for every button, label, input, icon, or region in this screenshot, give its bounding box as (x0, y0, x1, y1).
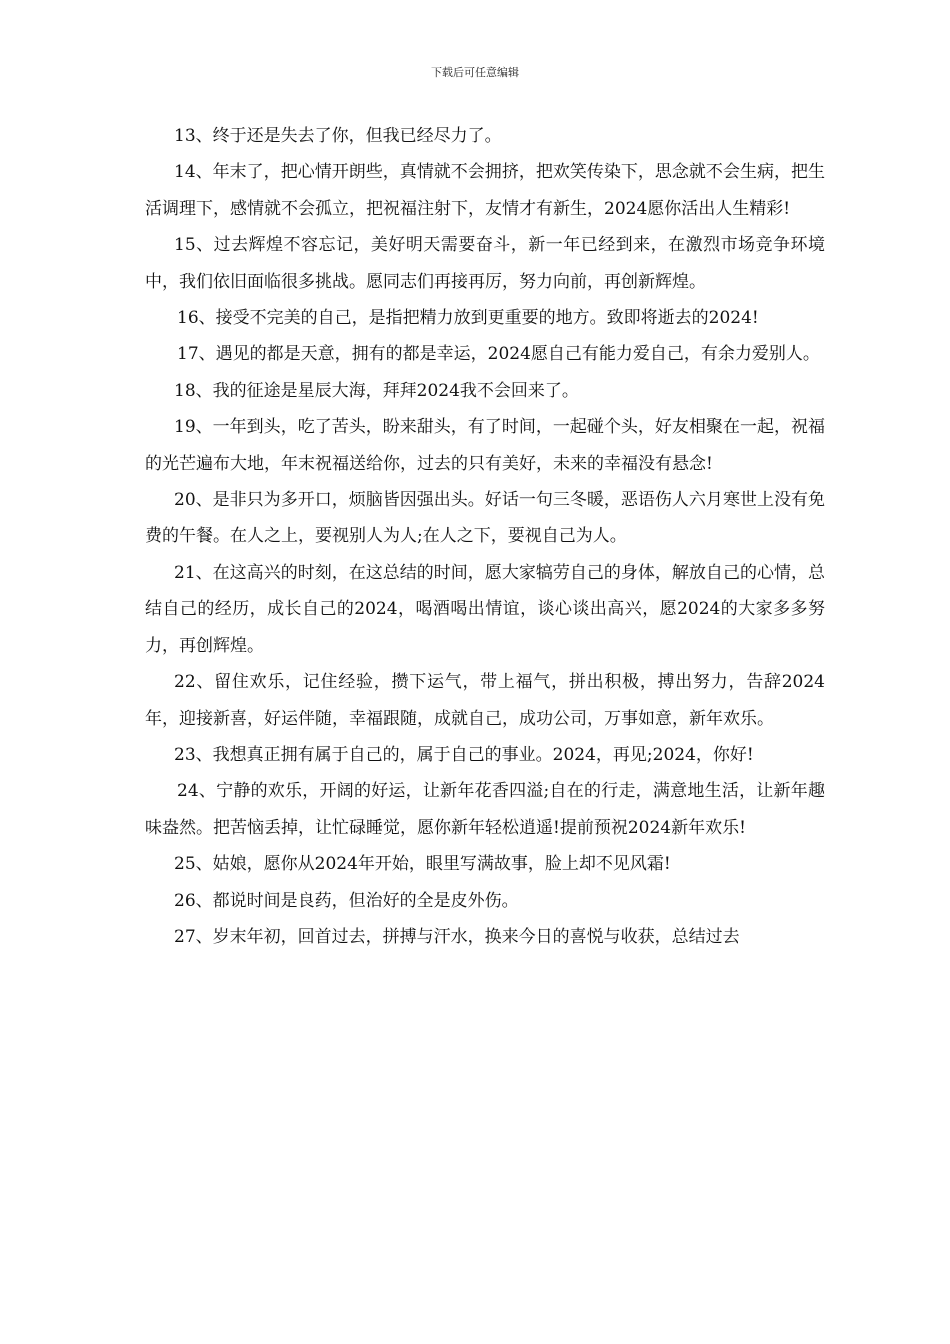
paragraph-22: 22、留住欢乐，记住经验，攒下运气，带上福气，拼出积极，搏出努力，告辞2024年，迎接新喜，好运伴随，幸福跟随，成就自己，成功公司，万事如意，新年欢乐。 (145, 672, 825, 729)
paragraph-24: 24、宁静的欢乐，开阔的好运，让新年花香四溢;自在的行走，满意地生活，让新年趣味盎然。把苦恼丢掉，让忙碌睡觉，愿你新年轻松逍遥!提前预祝2024新年欢乐! (145, 781, 825, 838)
page-header-watermark: 下载后可任意编辑 (431, 66, 519, 79)
paragraph-17: 17、遇见的都是天意，拥有的都是幸运，2024愿自己有能力爱自己，有余力爱别人。 (177, 344, 820, 365)
document-body (145, 118, 825, 955)
paragraph-23: 23、我想真正拥有属于自己的，属于自己的事业。2024，再见;2024，你好! (174, 744, 754, 765)
paragraph-21: 21、在这高兴的时刻，在这总结的时间，愿大家犒劳自己的身体，解放自己的心情，总结自己的经历，成长自己的2024，喝酒喝出情谊，谈心谈出高兴，愿2024的大家多多努力，再创辉煌。 (145, 562, 825, 656)
paragraph-15: 15、过去辉煌不容忘记，美好明天需要奋斗，新一年已经到来，在激烈市场竞争环境中，我们依旧面临很多挑战。愿同志们再接再厉，努力向前，再创新辉煌。 (145, 235, 825, 292)
paragraph-19: 19、一年到头，吃了苦头，盼来甜头，有了时间，一起碰个头，好友相聚在一起，祝福的光芒遍布大地，年末祝福送给你，过去的只有美好，未来的幸福没有悬念! (145, 417, 825, 474)
paragraph-27: 27、岁末年初，回首过去，拼搏与汗水，换来今日的喜悦与收获，总结过去 (174, 926, 740, 947)
paragraph-16: 16、接受不完美的自己，是指把精力放到更重要的地方。致即将逝去的2024! (177, 308, 759, 329)
paragraph-25: 25、姑娘，愿你从2024年开始，眼里写满故事，脸上却不见风霜! (174, 854, 671, 875)
paragraph-14: 14、年末了，把心情开朗些，真情就不会拥挤，把欢笑传染下，思念就不会生病，把生活调理下，感情就不会孤立，把祝福注射下，友情才有新生，2024愿你活出人生精彩! (145, 162, 825, 219)
paragraph-26: 26、都说时间是良药，但治好的全是皮外伤。 (174, 890, 519, 911)
paragraph-13: 13、终于还是失去了你，但我已经尽力了。 (174, 126, 502, 146)
paragraph-18: 18、我的征途是星辰大海，拜拜2024我不会回来了。 (174, 380, 579, 401)
paragraph-20: 20、是非只为多开口，烦脑皆因强出头。好话一句三冬暖，恶语伤人六月寒世上没有免费的午餐。在人之上，要视别人为人;在人之下，要视自己为人。 (145, 490, 825, 547)
